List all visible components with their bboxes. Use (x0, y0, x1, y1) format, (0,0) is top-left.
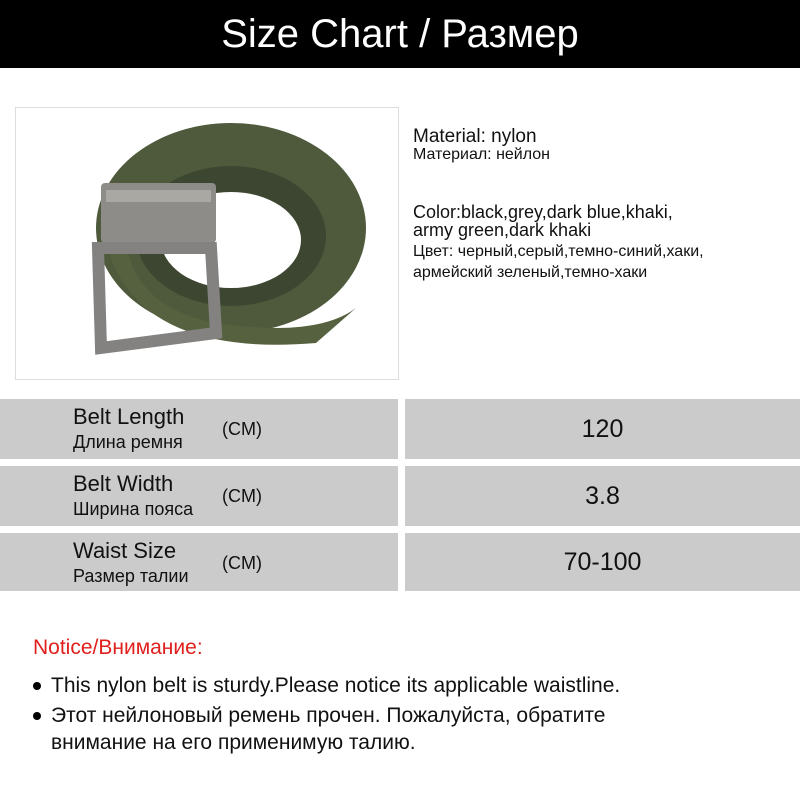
bullet-icon (33, 682, 41, 690)
row-label-ru: Размер талии (73, 566, 189, 586)
row-label-en: Waist Size (73, 538, 177, 563)
notice-item-ru (33, 704, 605, 728)
row-label-en: Belt Length (73, 404, 185, 429)
row-unit: (CM) (222, 419, 262, 439)
row-label-ru: Ширина пояса (73, 499, 194, 519)
notice-text-cont: внимание на его применимую талию. (51, 731, 416, 754)
bullet-icon (33, 712, 41, 720)
page-title: Size Chart / Размер (0, 0, 800, 68)
row-unit: (CM) (222, 553, 262, 573)
row-value: 3.8 (405, 466, 800, 526)
material-ru: Материал: нейлон (413, 146, 550, 163)
table-row-label (0, 466, 398, 526)
table-row-label (0, 399, 398, 459)
color-en-1: Color:black,grey,dark blue,khaki, (413, 202, 673, 222)
row-unit: (CM) (222, 486, 262, 506)
notice-heading: Notice/Внимание: (33, 636, 203, 659)
row-value: 120 (405, 399, 800, 459)
notice-item-en (33, 674, 620, 698)
product-photo (15, 107, 399, 380)
color-ru-2: армейский зеленый,темно-хаки (413, 264, 648, 281)
color-ru-1: Цвет: черный,серый,темно-синий,хаки, (413, 243, 704, 260)
table-row-label (0, 533, 398, 591)
row-label-en: Belt Width (73, 471, 174, 496)
row-value: 70-100 (405, 533, 800, 591)
notice-text: Этот нейлоновый ремень прочен. Пожалуйста, обратите (51, 704, 606, 727)
material-en: Material: nylon (413, 126, 537, 147)
color-en-2: army green,dark khaki (413, 220, 592, 240)
belt-image (16, 108, 398, 379)
row-label-ru: Длина ремня (73, 432, 183, 452)
notice-text: This nylon belt is sturdy.Please notice its applicable waistline. (51, 674, 621, 697)
